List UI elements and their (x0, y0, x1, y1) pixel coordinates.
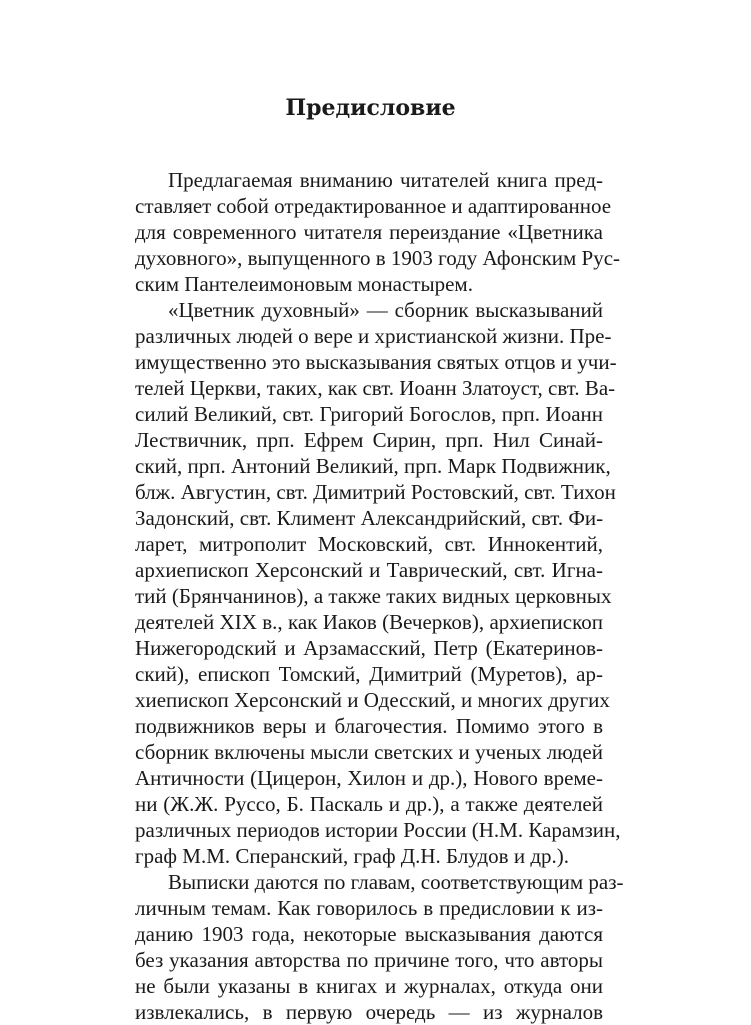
text-line: ставляет собой отредактированное и адаптированное (135, 194, 612, 218)
paragraph (135, 297, 621, 869)
text-line: без указания авторства по причине того, что авторы (135, 948, 603, 972)
text-line: различных людей о вере и христианской жизни. Пре- (135, 324, 612, 348)
page-title: Предисловие (285, 95, 456, 121)
text-line: ский, прп. Антоний Великий, прп. Марк Подвижник, (135, 454, 611, 478)
text-line: Лествичник, прп. Ефрем Сирин, прп. Нил Синай- (135, 428, 603, 452)
text-line: Выписки даются по главам, соответствующим раз- (168, 870, 624, 894)
text-line: извлекались, в первую очередь — из журналов (135, 1000, 603, 1024)
paragraph (135, 869, 624, 1025)
text-line: личным темам. Как говорилось в предисловии к из- (135, 896, 603, 920)
text-line: телей Церкви, таких, как свт. Иоанн Златоуст, свт. Ва- (135, 376, 616, 400)
text-line: сборник включены мысли светских и ученых людей (135, 740, 603, 764)
paragraph (135, 167, 621, 297)
text-line: Нижегородский и Арзамасский, Петр (Екатеринов- (135, 636, 603, 660)
text-line: «Цветник духовный» — сборник высказываний (168, 298, 603, 322)
text-line: данию 1903 года, некоторые высказывания даются (135, 922, 603, 946)
text-line: силий Великий, свт. Григорий Богослов, прп. Иоанн (135, 402, 603, 426)
text-line: ским Пантелеимоновым монастырем. (135, 272, 473, 296)
text-line: подвижников веры и благочестия. Помимо этого в (135, 714, 603, 738)
text-line: тий (Брянчанинов), а также таких видных церковных (135, 584, 612, 608)
text-line: Задонский, свт. Климент Александрийский, свт. Фи- (135, 506, 604, 530)
text-line: имущественно это высказывания святых отцов и учи- (135, 350, 617, 374)
text-line: хиепископ Херсонский и Одесский, и многих других (135, 688, 610, 712)
text-line: ни (Ж.Ж. Руссо, Б. Паскаль и др.), а также деятелей (135, 792, 603, 816)
text-line: Предлагаемая вниманию читателей книга пред- (168, 168, 603, 192)
text-line: ский), епископ Томский, Димитрий (Муретов), ар- (135, 662, 603, 686)
text-line: Античности (Цицерон, Хилон и др.), Нового време- (135, 766, 603, 790)
text-line: ларет, митрополит Московский, свт. Иннокентий, (135, 532, 603, 556)
text-line: блж. Августин, свт. Димитрий Ростовский, свт. Тихон (135, 480, 616, 504)
text-line: различных периодов истории России (Н.М. Карамзин, (135, 818, 621, 842)
text-line: граф М.М. Сперанский, граф Д.Н. Блудов и др.). (135, 844, 569, 868)
text-line: деятелей XIX в., как Иаков (Вечерков), архиепископ (135, 610, 603, 634)
body-text (135, 167, 624, 1025)
text-line: духовного», выпущенного в 1903 году Афонским Рус- (135, 246, 621, 270)
text-line: не были указаны в книгах и журналах, откуда они (135, 974, 603, 998)
text-line: для современного читателя переиздание «Цветника (135, 220, 603, 244)
text-line: архиепископ Херсонский и Таврический, свт. Игна- (135, 558, 603, 582)
